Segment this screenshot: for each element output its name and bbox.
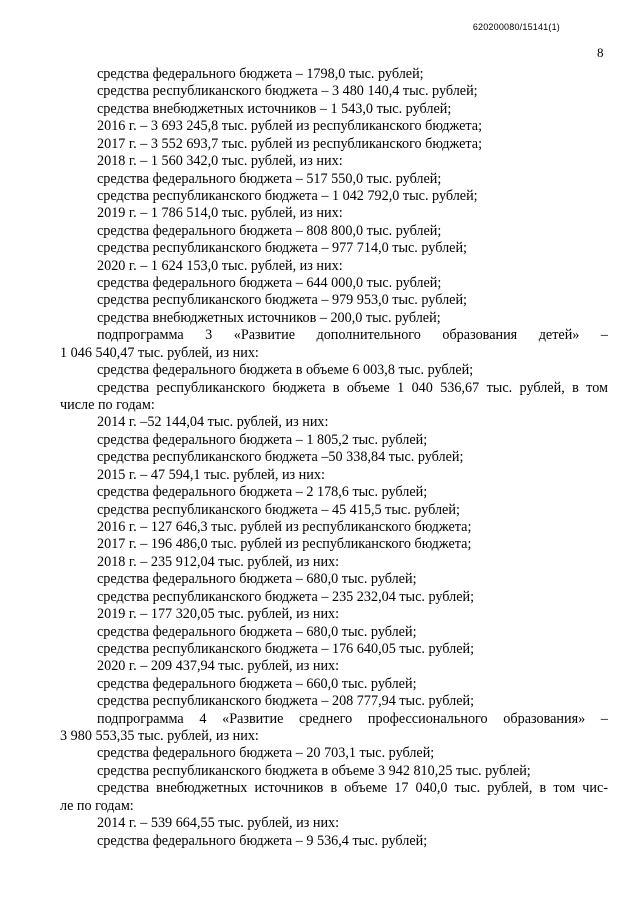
text-line: 2016 г. – 127 646,3 тыс. рублей из республиканского бюджета; <box>97 518 472 535</box>
text-line: ле по годам: <box>60 797 134 814</box>
text-line: 2019 г. – 1 786 514,0 тыс. рублей, из них: <box>97 205 343 222</box>
text-line: 2014 г. – 539 664,55 тыс. рублей, из них: <box>97 815 340 832</box>
text-line: 2020 г. – 1 624 153,0 тыс. рублей, из них: <box>97 257 343 274</box>
text-line: средства республиканского бюджета – 3 480 140,4 тыс. рублей; <box>97 83 478 100</box>
text-line: 2018 г. – 1 560 342,0 тыс. рублей, из них: <box>97 153 343 170</box>
text-line: средства федерального бюджета – 20 703,1 тыс. рублей; <box>97 745 435 762</box>
text-line: 2017 г. – 3 552 693,7 тыс. рублей из республиканского бюджета; <box>97 135 483 152</box>
text-line: числе по годам: <box>60 397 155 414</box>
text-line: средства республиканского бюджета – 45 415,5 тыс. рублей; <box>97 501 460 518</box>
text-line: средства республиканского бюджета – 208 777,94 тыс. рублей; <box>97 693 475 710</box>
text-line: 2019 г. – 177 320,05 тыс. рублей, из них: <box>97 606 340 623</box>
text-line: средства республиканского бюджета – 176 640,05 тыс. рублей; <box>97 640 475 657</box>
text-line: средства федерального бюджета – 644 000,0 тыс. рублей; <box>97 275 442 292</box>
text-line: средства федерального бюджета – 680,0 тыс. рублей; <box>97 623 417 640</box>
text-line: средства федерального бюджета в объеме 6 003,8 тыс. рублей; <box>97 362 474 379</box>
text-line: средства федерального бюджета – 9 536,4 тыс. рублей; <box>97 832 428 849</box>
text-line: 2017 г. – 196 486,0 тыс. рублей из республиканского бюджета; <box>97 536 472 553</box>
text-line: средства республиканского бюджета в объеме 1 040 536,67 тыс. рублей, в том <box>97 379 608 396</box>
text-line: средства федерального бюджета – 517 550,0 тыс. рублей; <box>97 170 442 187</box>
text-line: средства республиканского бюджета – 1 042 792,0 тыс. рублей; <box>97 187 478 204</box>
text-line: подпрограмма 3 «Развитие дополнительного образования детей» – <box>97 327 608 344</box>
text-line: средства федерального бюджета – 680,0 тыс. рублей; <box>97 571 417 588</box>
text-line: средства федерального бюджета – 660,0 тыс. рублей; <box>97 675 417 692</box>
text-line: 2016 г. – 3 693 245,8 тыс. рублей из республиканского бюджета; <box>97 118 483 135</box>
text-line: средства федерального бюджета – 1798,0 тыс. рублей; <box>97 66 424 82</box>
text-line: средства республиканского бюджета –50 338,84 тыс. рублей; <box>97 449 464 466</box>
page-number: 8 <box>597 45 604 60</box>
document-body <box>60 66 608 850</box>
text-line: 2014 г. –52 144,04 тыс. рублей, из них: <box>97 414 329 431</box>
text-line: средства республиканского бюджета – 977 714,0 тыс. рублей; <box>97 240 467 257</box>
text-line: средства республиканского бюджета в объеме 3 942 810,25 тыс. рублей; <box>97 762 531 779</box>
text-line: 2015 г. – 47 594,1 тыс. рублей, из них: <box>97 466 325 483</box>
text-line: 2020 г. – 209 437,94 тыс. рублей, из них: <box>97 658 340 675</box>
text-line: средства федерального бюджета – 808 800,0 тыс. рублей; <box>97 222 442 239</box>
text-line: 1 046 540,47 тыс. рублей, из них: <box>60 344 259 361</box>
text-line: средства республиканского бюджета – 235 232,04 тыс. рублей; <box>97 588 475 605</box>
text-line: подпрограмма 4 «Развитие среднего профессионального образования» – <box>97 710 608 727</box>
text-line: средства внебюджетных источников в объеме 17 040,0 тыс. рублей, в том чис- <box>97 780 608 797</box>
document-id: 620200080/15141(1) <box>472 22 560 32</box>
text-line: средства республиканского бюджета – 979 953,0 тыс. рублей; <box>97 292 467 309</box>
text-line: средства внебюджетных источников – 200,0 тыс. рублей; <box>97 309 441 326</box>
text-line: средства федерального бюджета – 2 178,6 тыс. рублей; <box>97 484 428 501</box>
text-line: средства внебюджетных источников – 1 543,0 тыс. рублей; <box>97 100 452 117</box>
text-line: средства федерального бюджета – 1 805,2 тыс. рублей; <box>97 431 428 448</box>
text-line: 2018 г. – 235 912,04 тыс. рублей, из них: <box>97 553 340 570</box>
text-line: 3 980 553,35 тыс. рублей, из них: <box>60 728 259 745</box>
